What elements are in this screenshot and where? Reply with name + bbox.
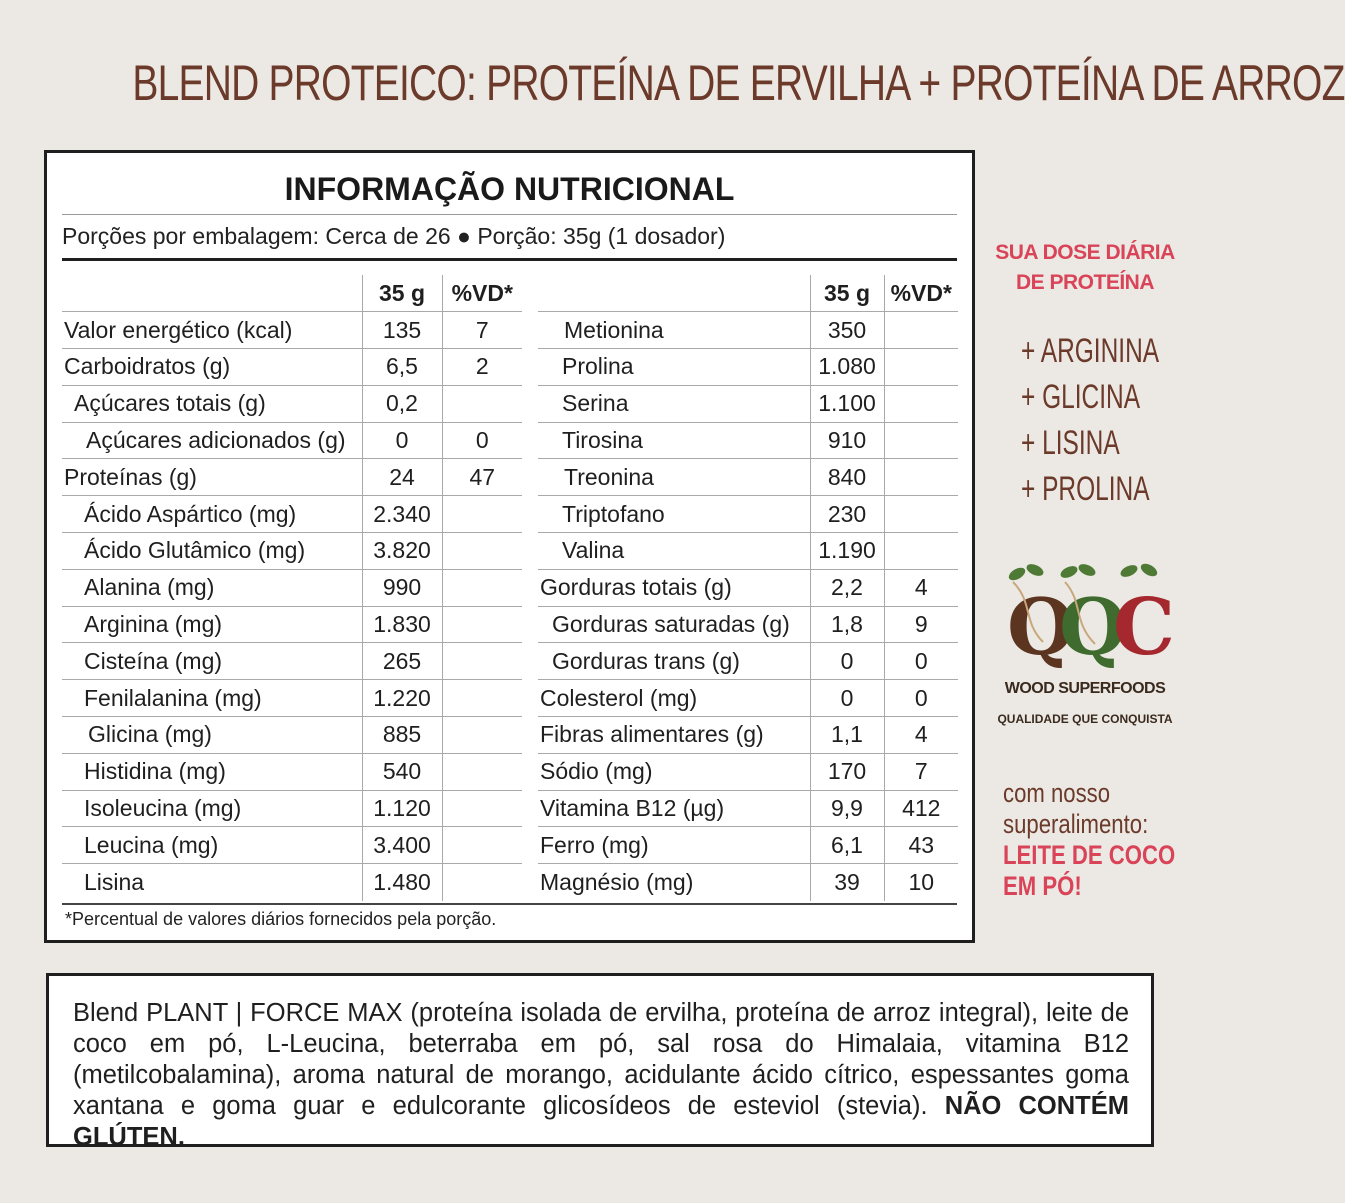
- nutrient-amount: 350: [810, 312, 884, 349]
- nutrient-amount: 2,2: [810, 569, 884, 606]
- nutrient-amount: 24: [362, 459, 442, 496]
- nutrient-amount: 885: [362, 717, 442, 754]
- table-row: [62, 680, 522, 717]
- nutrition-table-right: [538, 275, 958, 901]
- table-row: [538, 864, 958, 901]
- nutrient-amount: 1.220: [362, 680, 442, 717]
- nutrient-dv: 4: [884, 569, 958, 606]
- table-row: [62, 827, 522, 864]
- table-row: [538, 533, 958, 570]
- nutrient-label: Açúcares totais (g): [62, 385, 362, 422]
- table-row: [538, 385, 958, 422]
- table-row: [538, 496, 958, 533]
- nutrient-amount: 170: [810, 753, 884, 790]
- nutrient-label: Alanina (mg): [62, 569, 362, 606]
- nutrient-amount: 9,9: [810, 790, 884, 827]
- nutrient-label: Valina: [538, 533, 810, 570]
- table-row: [538, 827, 958, 864]
- table-row: [62, 606, 522, 643]
- table-row: [538, 312, 958, 349]
- nutrient-label: Isoleucina (mg): [62, 790, 362, 827]
- nutrient-amount: 3.400: [362, 827, 442, 864]
- nutrition-title: INFORMAÇÃO NUTRICIONAL: [284, 171, 735, 207]
- leaf-icon: [1007, 561, 1160, 583]
- table-row: [538, 753, 958, 790]
- amino-acid-item: + ARGININA: [1021, 332, 1160, 370]
- page-title: BLEND PROTEICO: PROTEÍNA DE ERVILHA + PROTEÍNA DE ARROZ: [132, 55, 1345, 111]
- nutrient-label: Serina: [538, 385, 810, 422]
- nutrient-dv: [442, 790, 522, 827]
- nutrient-label: Valor energético (kcal): [62, 312, 362, 349]
- header-amount: 35 g: [810, 275, 884, 312]
- nutrient-dv: 7: [884, 753, 958, 790]
- nutrient-label: Leucina (mg): [62, 827, 362, 864]
- nutrient-amount: 0: [810, 643, 884, 680]
- nutrient-dv: [884, 312, 958, 349]
- nutrient-amount: 0: [362, 422, 442, 459]
- daily-dose-line: DE PROTEÍNA: [1015, 271, 1154, 294]
- table-row: [62, 643, 522, 680]
- table-header-row: [538, 275, 958, 312]
- table-row: [538, 606, 958, 643]
- nutrient-dv: [442, 680, 522, 717]
- superfood-line: com nosso: [1003, 778, 1111, 808]
- divider-thick: [62, 258, 957, 261]
- nutrient-amount: 1.080: [810, 349, 884, 386]
- nutrient-dv: [884, 459, 958, 496]
- table-row: [538, 459, 958, 496]
- nutrient-amount: 265: [362, 643, 442, 680]
- nutrient-label: Fibras alimentares (g): [538, 717, 810, 754]
- qqc-logo: [1003, 562, 1176, 673]
- nutrient-amount: 6,1: [810, 827, 884, 864]
- nutrient-dv: 0: [884, 643, 958, 680]
- nutrient-label: Ferro (mg): [538, 827, 810, 864]
- portion-info: Porções por embalagem: Cerca de 26 ● Porção: 35g (1 dosador): [62, 223, 726, 249]
- nutrient-amount: 39: [810, 864, 884, 901]
- table-row: [62, 533, 522, 570]
- nutrient-dv: 10: [884, 864, 958, 901]
- nutrient-amount: 990: [362, 569, 442, 606]
- nutrient-label: Açúcares adicionados (g): [62, 422, 362, 459]
- nutrient-label: Glicina (mg): [62, 717, 362, 754]
- amino-acid-item: + PROLINA: [1021, 470, 1150, 508]
- nutrient-amount: 6,5: [362, 349, 442, 386]
- header-blank: [538, 275, 810, 312]
- superfood-callout: [1003, 778, 1193, 902]
- table-row: [538, 790, 958, 827]
- nutrient-dv: [442, 643, 522, 680]
- nutrient-dv: [442, 496, 522, 533]
- nutrient-dv: [442, 385, 522, 422]
- divider: [62, 903, 957, 905]
- amino-acid-list: [1021, 328, 1213, 512]
- nutrient-dv: [884, 422, 958, 459]
- nutrient-amount: 230: [810, 496, 884, 533]
- nutrient-label: Treonina: [538, 459, 810, 496]
- nutrient-label: Sódio (mg): [538, 753, 810, 790]
- nutrient-dv: [442, 569, 522, 606]
- nutrient-amount: 1,1: [810, 717, 884, 754]
- nutrient-label: Carboidratos (g): [62, 349, 362, 386]
- nutrient-dv: 0: [442, 422, 522, 459]
- nutrient-label: Vitamina B12 (µg): [538, 790, 810, 827]
- nutrient-label: Gorduras saturadas (g): [538, 606, 810, 643]
- table-row: [62, 422, 522, 459]
- nutrient-label: Gorduras trans (g): [538, 643, 810, 680]
- nutrient-dv: [884, 533, 958, 570]
- nutrient-amount: 1.120: [362, 790, 442, 827]
- nutrient-label: Ácido Glutâmico (mg): [62, 533, 362, 570]
- daily-dose-heading: [985, 238, 1185, 298]
- table-row: [538, 422, 958, 459]
- nutrient-dv: 9: [884, 606, 958, 643]
- nutrient-label: Ácido Aspártico (mg): [62, 496, 362, 533]
- gluten-warning: NÃO CONTÉM GLÚTEN.: [73, 1092, 1129, 1151]
- table-row: [62, 753, 522, 790]
- table-row: [538, 349, 958, 386]
- superfood-line: superalimento:: [1003, 809, 1149, 839]
- nutrient-dv: 7: [442, 312, 522, 349]
- nutrient-label: Cisteína (mg): [62, 643, 362, 680]
- nutrient-dv: [442, 533, 522, 570]
- nutrient-amount: 540: [362, 753, 442, 790]
- nutrient-label: Histidina (mg): [62, 753, 362, 790]
- nutrient-amount: 1.480: [362, 864, 442, 901]
- amino-acid-item: + LISINA: [1021, 424, 1120, 462]
- nutrient-dv: 47: [442, 459, 522, 496]
- nutrient-label: Proteínas (g): [62, 459, 362, 496]
- nutrient-amount: 3.820: [362, 533, 442, 570]
- logo-letter-q1: Q: [1007, 582, 1075, 673]
- table-row: [538, 717, 958, 754]
- nutrient-label: Metionina: [538, 312, 810, 349]
- table-row: [62, 385, 522, 422]
- logo-letter-c: C: [1113, 582, 1176, 673]
- divider: [62, 214, 957, 215]
- nutrient-amount: 135: [362, 312, 442, 349]
- nutrient-amount: 0: [810, 680, 884, 717]
- nutrient-dv: 412: [884, 790, 958, 827]
- table-row: [538, 643, 958, 680]
- nutrient-amount: 1.100: [810, 385, 884, 422]
- header-dv: %VD*: [884, 275, 958, 312]
- nutrient-dv: [442, 717, 522, 754]
- nutrient-dv: [884, 349, 958, 386]
- nutrient-label: Arginina (mg): [62, 606, 362, 643]
- logo-letter-q2: Q: [1059, 582, 1127, 673]
- nutrient-label: Triptofano: [538, 496, 810, 533]
- nutrient-dv: [442, 606, 522, 643]
- brand-name: WOOD SUPERFOODS: [1004, 680, 1166, 697]
- nutrient-amount: 2.340: [362, 496, 442, 533]
- nutrient-dv: 0: [884, 680, 958, 717]
- nutrient-dv: [884, 496, 958, 533]
- nutrient-amount: 1.830: [362, 606, 442, 643]
- header-amount: 35 g: [362, 275, 442, 312]
- nutrition-facts-panel: [44, 150, 975, 943]
- nutrient-dv: [442, 753, 522, 790]
- nutrient-label: Lisina: [62, 864, 362, 901]
- table-row: [62, 312, 522, 349]
- table-header-row: [62, 275, 522, 312]
- nutrient-dv: [442, 827, 522, 864]
- superfood-highlight: EM PÓ!: [1003, 871, 1082, 901]
- amino-acid-item: + GLICINA: [1021, 378, 1141, 416]
- brand-tagline: QUALIDADE QUE CONQUISTA: [997, 712, 1173, 726]
- nutrient-label: Tirosina: [538, 422, 810, 459]
- header-dv: %VD*: [442, 275, 522, 312]
- nutrient-dv: [442, 864, 522, 901]
- table-row: [62, 790, 522, 827]
- nutrient-label: Gorduras totais (g): [538, 569, 810, 606]
- nutrient-dv: 4: [884, 717, 958, 754]
- daily-dose-line: SUA DOSE DIÁRIA: [995, 241, 1175, 264]
- nutrient-amount: 910: [810, 422, 884, 459]
- nutrient-dv: 43: [884, 827, 958, 864]
- table-row: [62, 459, 522, 496]
- nutrition-table-left: [62, 275, 522, 901]
- table-row: [62, 569, 522, 606]
- table-row: [62, 496, 522, 533]
- footnote: *Percentual de valores diários fornecidos pela porção.: [65, 909, 497, 929]
- nutrient-dv: [884, 385, 958, 422]
- nutrient-dv: 2: [442, 349, 522, 386]
- nutrient-amount: 1.190: [810, 533, 884, 570]
- nutrient-label: Colesterol (mg): [538, 680, 810, 717]
- header-blank: [62, 275, 362, 312]
- nutrient-amount: 0,2: [362, 385, 442, 422]
- nutrient-amount: 840: [810, 459, 884, 496]
- nutrient-label: Magnésio (mg): [538, 864, 810, 901]
- nutrient-label: Fenilalanina (mg): [62, 680, 362, 717]
- ingredients-box: [46, 973, 1154, 1151]
- ingredients-text: Blend PLANT | FORCE MAX (proteína isolada de ervilha, proteína de arroz integral), leite de coco em pó, L-Leucina, beterraba em pó, sal rosa do Himalaia, vitamina B12 (metilcobalamina), aroma natural de morango, acidulante ácido cítrico, espessantes goma xantana e goma guar e edulcorante glicosídeos de esteviol (stevia).: [73, 999, 1129, 1120]
- table-row: [62, 864, 522, 901]
- nutrient-amount: 1,8: [810, 606, 884, 643]
- superfood-highlight: LEITE DE COCO: [1003, 840, 1176, 870]
- table-row: [62, 717, 522, 754]
- table-row: [538, 680, 958, 717]
- table-row: [62, 349, 522, 386]
- nutrient-label: Prolina: [538, 349, 810, 386]
- table-row: [538, 569, 958, 606]
